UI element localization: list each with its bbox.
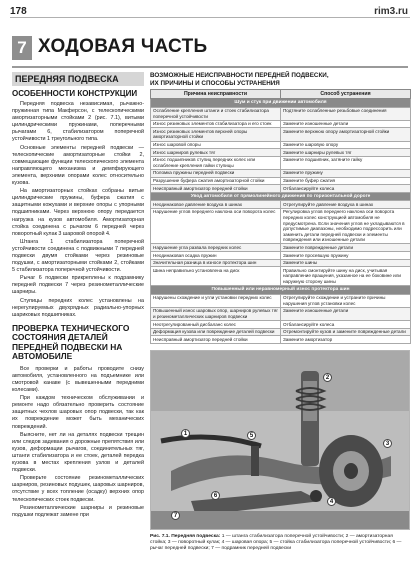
- paragraph: Проверьте состояние резинометаллических шарниров, резиновых подушек, шаровых шарниров, отсутствие у всех топление (осадку) верхних опор телескопических стоек подвески.: [12, 475, 144, 503]
- paragraph: Штанга 1 стабилизатора поперечной устойчивости соединена с подвижными 7 передней подвески двумя стойками через резиновые подушки, с амортизаторными стойками 2, стойками 5 стабилизатора поперечной устойчивости.: [12, 238, 144, 274]
- cell-fix: Отбалансируйте колеса: [281, 185, 411, 193]
- cell-cause: Разрушение буфера сжатия амортизаторной стойки: [151, 177, 281, 185]
- table-row: [151, 294, 411, 307]
- table-row: [151, 208, 411, 244]
- table-row: [151, 185, 411, 193]
- table-row: [151, 244, 411, 252]
- inspection-heading: ПРОВЕРКА ТЕХНИЧЕСКОГО СОСТОЯНИЯ ДЕТАЛЕЙ ПЕРЕДНЕЙ ПОДВЕСКИ НА АВТОМОБИЛЕ: [12, 322, 130, 362]
- cell-fix: Замените амортизатор: [281, 336, 411, 344]
- site-name: rim3.ru: [374, 6, 408, 17]
- cell-fix: Отбалансируйте колеса: [281, 321, 411, 329]
- chapter-number-badge: 7: [12, 36, 32, 60]
- table-row: [151, 336, 411, 344]
- table-row: [151, 321, 411, 329]
- table-row: [151, 120, 411, 128]
- cell-cause: Нарушены схождение и угли установки передних колес: [151, 294, 281, 307]
- cell-cause: Износ шарниров рулевых тяг: [151, 149, 281, 157]
- cell-cause: Неисправный амортизатор передней стойки: [151, 336, 281, 344]
- paragraph: На амортизаторных стойках собраны витые цилиндрические пружины, буфера сжатия с защитными кожухами и верхние опоры с упорными подшипниками. Через верхнюю опору передается нагрузка на кузов автомобиля. Амортизаторная стойка соединена с рычагом 6 передней через поворотный кулак 3 шаровой опорой 4.: [12, 188, 144, 237]
- cell-cause: Неодинаковое давление воздуха в шинах: [151, 201, 281, 209]
- group-title: Повышенный или неравномерный износ протектора шин: [151, 286, 411, 295]
- cell-cause: Износ резиновых элементов верхней опоры амортизаторной стойки: [151, 128, 281, 141]
- cell-fix: Подтяните ослабленные резьбовые соединения: [281, 107, 411, 120]
- cell-fix: Замените шарниры рулевых тяг: [281, 149, 411, 157]
- table-title: ВОЗМОЖНЫЕ НЕИСПРАВНОСТИ ПЕРЕДНЕЙ ПОДВЕСКИ, ИХ ПРИЧИНЫ И СПОСОБЫ УСТРАНЕНИЯ: [150, 72, 329, 87]
- cell-cause: Нарушение угла развала передних колес: [151, 244, 281, 252]
- table-row: [151, 328, 411, 336]
- paragraph: При каждом техническом обслуживании и ремонте надо обязательно проверить состояние защитных чехлов шаровых опор подвески, так как их повреждение может быть механических повреждений.: [12, 395, 144, 430]
- cell-cause: Поломка пружины передней подвески: [151, 169, 281, 177]
- cell-cause: Неисправный амортизатор передней стойки: [151, 185, 281, 193]
- table-row: [151, 156, 411, 169]
- cell-cause: Неодинаковая осадка пружин: [151, 252, 281, 260]
- suspension-figure: [150, 350, 410, 530]
- paragraph: Ступицы передних колес установлены на нерегулируемых двухрядных радиально-упорных шариковых подшипниках.: [12, 297, 144, 318]
- suspension-illustration: [151, 351, 410, 530]
- callout-7: 7: [171, 511, 180, 520]
- table-group-row: [151, 99, 411, 108]
- cell-fix: Замените просевшую пружину: [281, 252, 411, 260]
- section-heading: ПЕРЕДНЯЯ ПОДВЕСКА: [12, 72, 144, 86]
- table-row: [151, 169, 411, 177]
- table-row: [151, 307, 411, 320]
- subsection-heading: ОСОБЕННОСТИ КОНСТРУКЦИИ: [12, 89, 138, 98]
- callout-6: 6: [211, 491, 220, 500]
- cell-cause: Неотрегулированный дисбаланс колес: [151, 321, 281, 329]
- cell-fix: Замените шины: [281, 259, 411, 267]
- table-row: [151, 201, 411, 209]
- table-header-row: [151, 90, 411, 99]
- chapter-title: ХОДОВАЯ ЧАСТЬ: [38, 36, 208, 57]
- design-paragraphs: [12, 101, 144, 319]
- cell-cause: Значительная разница в износе протектора шин: [151, 259, 281, 267]
- cell-fix: Замените изношенные детали: [281, 307, 411, 320]
- paragraph: Выясните, нет ли на деталях подвески трещин или следов задевания о дорожные препятствия или кузов, деформации рычагов, соединительных тяг, штанги стабилизатора и ее стоек, деталей передка кузова в местах крепления узлов и деталей подвески.: [12, 431, 144, 474]
- cell-cause: Износ подшипников ступиц передних колес или ослабление крепления гайки ступицы: [151, 156, 281, 169]
- paragraph: Основные элементы передней подвески — телескопические амортизаторные стойки 2, совмещающие функции телескопического элемента направляющего механизма и демпфирующего элемента, верхними опорами колес относительно кузова.: [12, 144, 144, 187]
- cell-fix: Замените шаровую опору: [281, 141, 411, 149]
- cell-fix: Замените поврежденные детали: [281, 244, 411, 252]
- cell-fix: Замените изношенные детали: [281, 120, 411, 128]
- table-row: [151, 177, 411, 185]
- callout-3: 3: [383, 439, 392, 448]
- cell-cause: Ослабление крепления штанги и стоек стабилизатора поперечной устойчивости: [151, 107, 281, 120]
- cell-cause: Износ шаровой опоры: [151, 141, 281, 149]
- cell-fix: Регулировка углов переднего наклона оси поворота передних колес конструкцией автомобиля не предусмотрена. Если значения углов не укладываются в допустимые диапазоны, необходимо подрессорить или заменить детали передней подвески и элементы повреждения или изношенные детали: [281, 208, 411, 244]
- cell-cause: Нарушение углов переднего наклона оси поворота колес: [151, 208, 281, 244]
- cell-fix: Правильно смонтируйте шину на диск, учитывая направление вращения, указанное на ее боковине или наружную сторону шины: [281, 267, 411, 286]
- title-rule: [12, 66, 408, 68]
- table-row: [151, 259, 411, 267]
- inspection-paragraphs: [12, 366, 144, 519]
- cell-fix: Отрегулируйте давление воздуха в шинах: [281, 201, 411, 209]
- page-header: [0, 0, 420, 22]
- cell-cause: Повышенный износ шаровых опор, шарниров рулевых тяг и резинометаллических шарниров подвески: [151, 307, 281, 320]
- cell-fix: Замените пружину: [281, 169, 411, 177]
- group-title: Увод автомобиля от прямолинейного движения по горизонтальной дороге: [151, 192, 411, 201]
- caption-label: Рис. 7.1. Передняя подвеска:: [150, 534, 221, 539]
- table-row: [151, 267, 411, 286]
- paragraph: Резинометаллические шарниры и резиновые подушки подлежат замене при: [12, 504, 144, 518]
- table-row: [151, 128, 411, 141]
- callout-2: 2: [323, 373, 332, 382]
- table-row: [151, 149, 411, 157]
- table-body: [151, 99, 411, 344]
- table-group-row: [151, 286, 411, 295]
- page-number: 178: [10, 6, 27, 17]
- figure-caption: [150, 534, 410, 553]
- paragraph: Рычаг 6 подвески прикреплены к подрамнику передней подвески 7 через резинометаллические шарниры.: [12, 275, 144, 296]
- column-header-fix: Способ устранения: [281, 90, 411, 99]
- table-group-row: [151, 192, 411, 201]
- fault-table: [150, 89, 411, 344]
- cell-cause: Шина неправильно установлена на диск: [151, 267, 281, 286]
- cell-fix: Отрегулируйте схождение и устраните причины нарушения углов установки колес: [281, 294, 411, 307]
- table-row: [151, 252, 411, 260]
- callout-5: 5: [247, 431, 256, 440]
- cell-fix: Замените верхнюю опору амортизаторной стойки: [281, 128, 411, 141]
- right-column: [150, 72, 410, 344]
- cell-cause: Износ резиновых элементов стабилизатора и его стоек: [151, 120, 281, 128]
- paragraph: Передняя подвеска независимая, рычажно-пружинная типа Макферсон, с телескопическими амортизаторными стойками 2 (рис. 7.1), витыми цилиндрическими пружинами, поперечными рычагами 6, стабилизатором поперечной устойчивости 1 треугольного типа.: [12, 101, 144, 143]
- cell-fix: Отремонтируйте кузов и замените поврежденные детали: [281, 328, 411, 336]
- table-row: [151, 107, 411, 120]
- cell-fix: Замените подшипник, затяните гайку: [281, 156, 411, 169]
- left-column: [12, 72, 144, 520]
- cell-cause: Деформация кузова или повреждение деталей подвески: [151, 328, 281, 336]
- column-header-cause: Причина неисправности: [151, 90, 281, 99]
- callout-4: 4: [327, 497, 336, 506]
- group-title: Шум и стук при движении автомобиля: [151, 99, 411, 108]
- cell-fix: Замените буфер сжатия: [281, 177, 411, 185]
- paragraph: Все проверки и работы проводите снизу автомобиля, установленного на подъемнике или смотровой канаве (с вывешенными передними колесами).: [12, 365, 144, 394]
- header-rule: [10, 17, 410, 18]
- callout-1: 1: [181, 429, 190, 438]
- table-row: [151, 141, 411, 149]
- caption-text: 1 — штанга стабилизатора поперечной устойчивости; 2 — амортизаторная стойка; 3 — поворотный кулак; 4 — шаровая опора; 5 — стойка стабилизатора поперечной устойчивости; 6 — рычаг передней подвески; 7 — подрамник передней подвески: [150, 534, 402, 552]
